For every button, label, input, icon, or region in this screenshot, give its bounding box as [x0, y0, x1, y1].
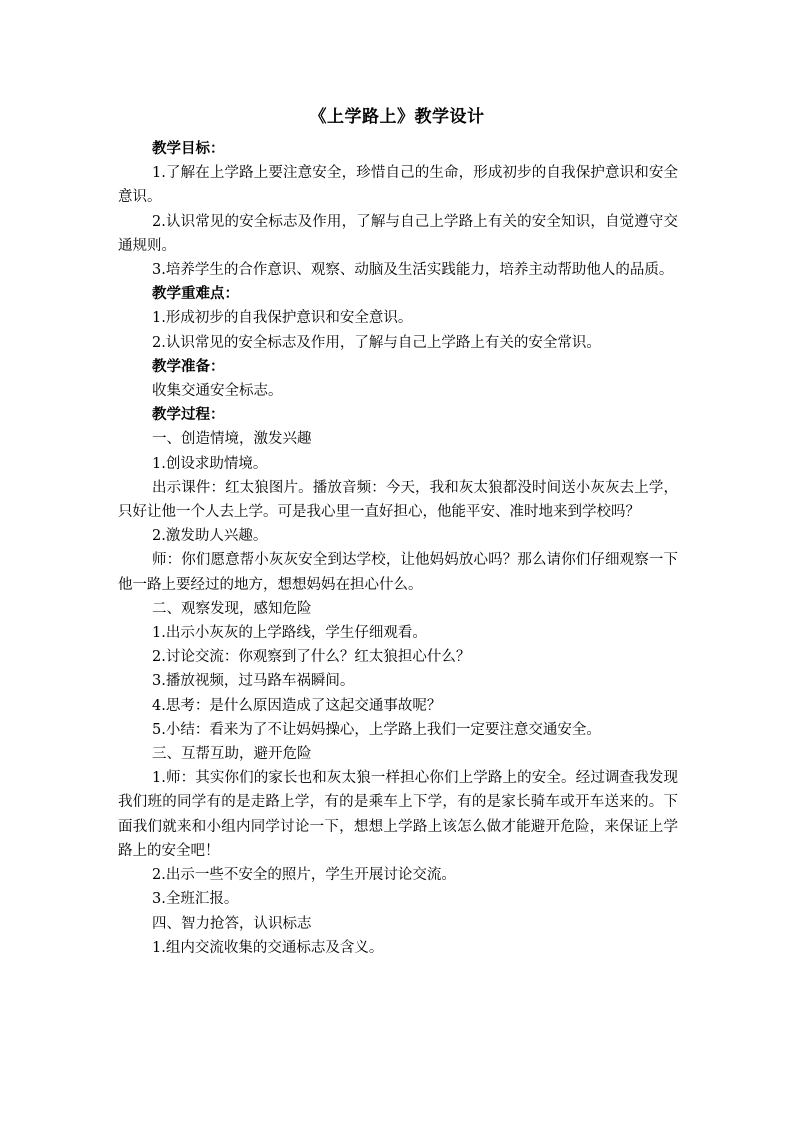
- paragraph: 1.出示小灰灰的上学路线，学生仔细观看。: [152, 625, 427, 642]
- section-heading: 教学重难点：: [152, 285, 239, 303]
- paragraph: 师：你们愿意帮小灰灰安全到达学校，让他妈妈放心吗？那么请你们仔细观察一下他一路上要经过的地方，想想妈妈在担心什么。: [118, 552, 678, 593]
- section-heading: 教学目标：: [152, 140, 225, 157]
- paragraph: 2.认识常见的安全标志及作用，了解与自己上学路上有关的安全常识。: [152, 334, 601, 351]
- paragraph: 一、创造情境，激发兴趣: [152, 431, 312, 448]
- paragraph: 3.全班汇报。: [152, 891, 239, 908]
- paragraph: 2.出示一些不安全的照片，学生开展讨论交流。: [152, 867, 456, 884]
- paragraph: 四、智力抢答，认识标志: [152, 915, 312, 932]
- section-heading: 教学准备：: [152, 357, 225, 375]
- paragraph: 2.认识常见的安全标志及作用，了解与自己上学路上有关的安全知识，自觉遵守交通规则。: [118, 213, 678, 254]
- paragraph: 3.播放视频，过马路车祸瞬间。: [152, 673, 355, 690]
- paragraph: 出示课件：红太狼图片。播放音频：今天，我和灰太狼都没时间送小灰灰去上学，只好让他一个人去上学。可是我心里一直好担心，他能平安、准时地来到学校吗？: [118, 479, 678, 521]
- paragraph: 三、互帮互助，避开危险: [152, 746, 312, 763]
- document-title: 《上学路上》教学设计: [309, 107, 485, 127]
- paragraph: 4.思考：是什么原因造成了这起交通事故呢？: [152, 697, 442, 714]
- paragraph: 2.讨论交流：你观察到了什么？红太狼担心什么？: [152, 649, 471, 666]
- paragraph: 3.培养学生的合作意识、观察、动脑及生活实践能力，培养主动帮助他人的品质。: [152, 262, 674, 279]
- document-body: [118, 137, 678, 960]
- paragraph: 收集交通安全标志。: [152, 383, 283, 400]
- paragraph: 1.了解在上学路上要注意安全，珍惜自己的生命，形成初步的自我保护意识和安全意识。: [118, 165, 678, 206]
- paragraph: 1.组内交流收集的交通标志及含义。: [152, 939, 384, 956]
- paragraph: 1.创设求助情境。: [152, 455, 268, 472]
- paragraph: 1.师：其实你们的家长也和灰太狼一样担心你们上学路上的安全。经过调查我发现我们班的同学有的是走路上学，有的是乘车上下学，有的是家长骑车或开车送来的。下面我们就来和小组内同学讨论一下，想想上学路上该怎么做才能避开危险，来保证上学路上的安全吧！: [118, 770, 678, 859]
- paragraph: 二、观察发现，感知危险: [152, 600, 312, 617]
- paragraph: 1.形成初步的自我保护意识和安全意识。: [152, 310, 413, 327]
- paragraph: 2.激发助人兴趣。: [152, 528, 268, 545]
- section-heading: 教学过程：: [152, 406, 225, 424]
- paragraph: 5.小结：看来为了不让妈妈操心，上学路上我们一定要注意交通安全。: [152, 721, 601, 738]
